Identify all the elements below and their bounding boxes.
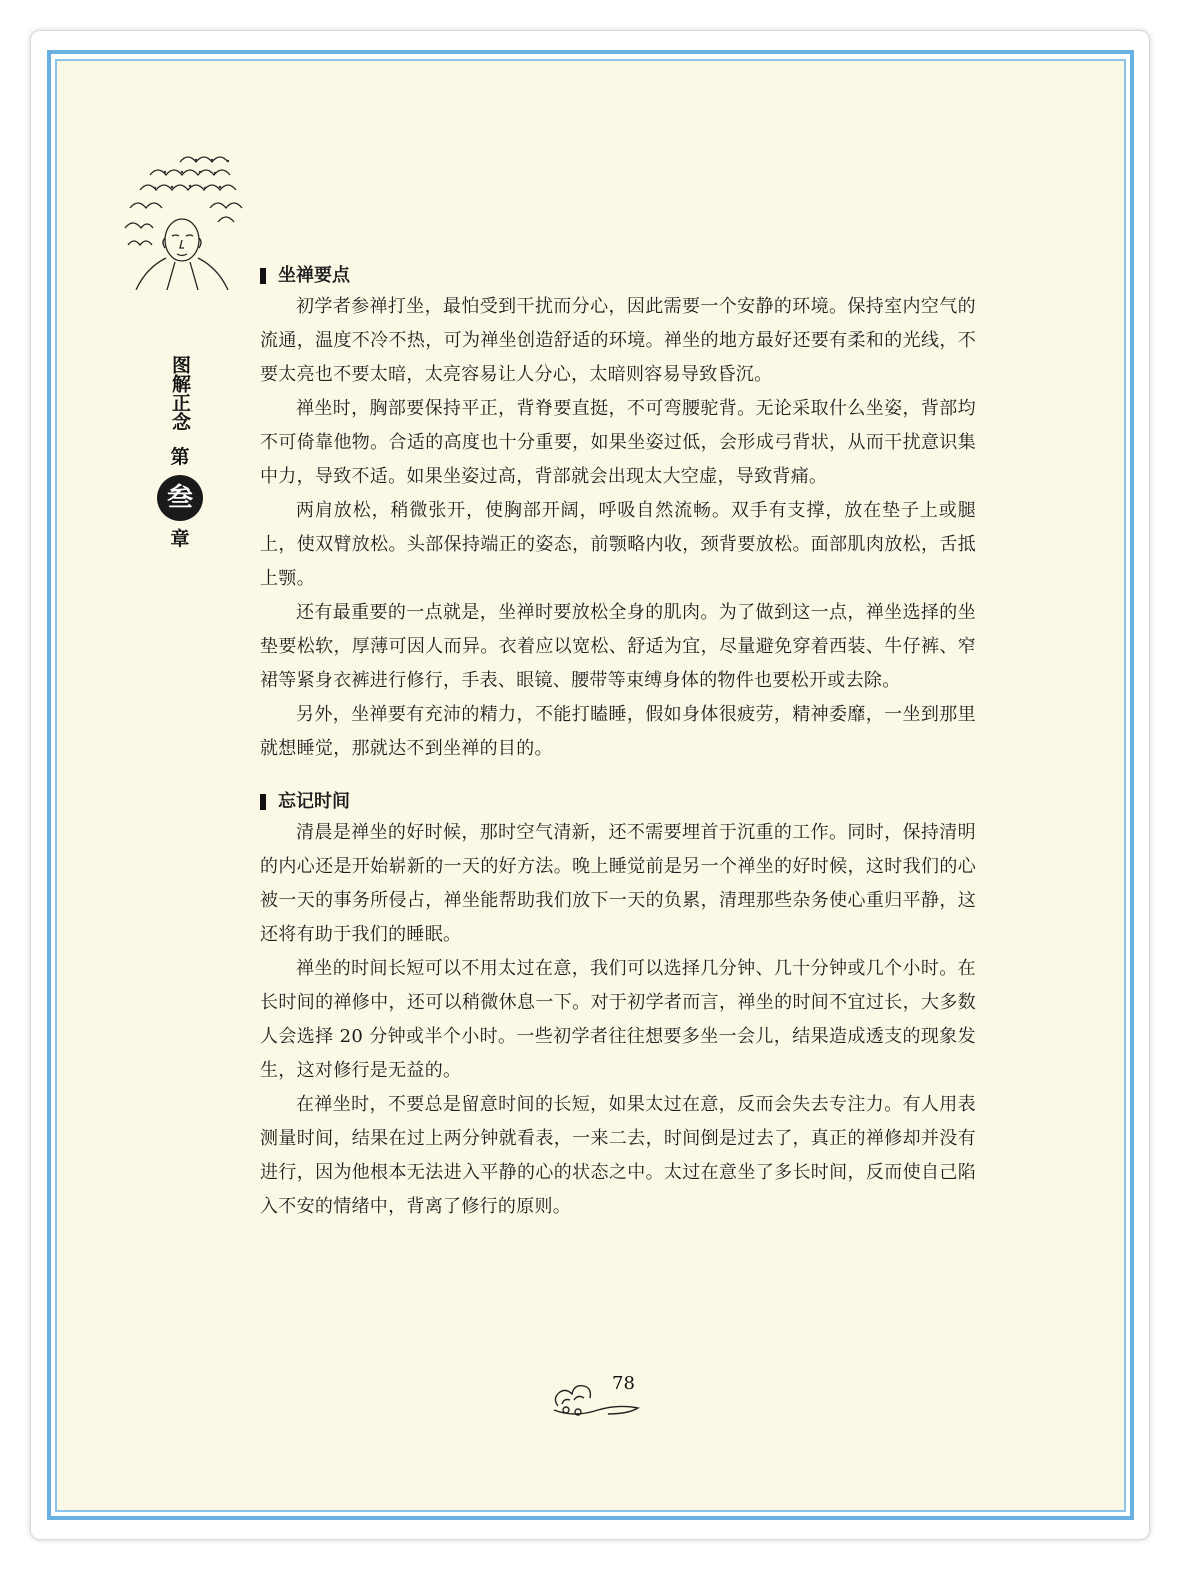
side-chapter-title: [165, 355, 195, 551]
paragraph: 另外，坐禅要有充沛的精力，不能打瞌睡，假如身体很疲劳，精神委靡，一坐到那里就想睡觉，那就达不到坐禅的目的。: [260, 704, 976, 759]
monk-portrait-illustration: [120, 150, 245, 290]
paragraph: 在禅坐时，不要总是留意时间的长短，如果太过在意，反而会失去专注力。有人用表测量时间，结果在过上两分钟就看表，一来二去，时间倒是过去了，真正的禅修却并没有进行，因为他根本无法进入平静的心的状态之中。太过在意坐了多长时间，反而使自己陷入不安的情绪中，背离了修行的原则。: [260, 1094, 976, 1217]
section-heading-text: 忘记时间: [278, 791, 350, 812]
heading-bar-icon: [260, 794, 266, 810]
page-number: 78: [612, 1373, 635, 1394]
paragraph: 两肩放松，稍微张开，使胸部开阔，呼吸自然流畅。双手有支撑，放在垫子上或腿上，使双臂放松。头部保持端正的姿态，前颚略内收，颈背要放松。面部肌肉放松，舌抵上颚。: [260, 500, 976, 589]
paragraph: 清晨是禅坐的好时候，那时空气清新，还不需要埋首于沉重的工作。同时，保持清明的内心还是开始崭新的一天的好方法。晚上睡觉前是另一个禅坐的好时候，这时我们的心被一天的事务所侵占，禅坐能帮助我们放下一天的负累，清理那些杂务使心重归平静，这还将有助于我们的睡眠。: [260, 822, 976, 945]
section-heading: [260, 262, 976, 290]
paragraph: 初学者参禅打坐，最怕受到干扰而分心，因此需要一个安静的环境。保持室内空气的流通，温度不冷不热，可为禅坐创造舒适的环境。禅坐的地方最好还要有柔和的光线，不要太亮也不要太暗，太亮容易让人分心，太暗则容易导致昏沉。: [260, 296, 976, 385]
section-heading: [260, 788, 976, 816]
chapter-number-badge: 叁: [157, 475, 203, 521]
paragraph: 禅坐的时间长短可以不用太过在意，我们可以选择几分钟、几十分钟或几个小时。在长时间的禅修中，还可以稍微休息一下。对于初学者而言，禅坐的时间不宜过长，大多数人会选择 20 分钟或半个小时。一些初学者往往想要多坐一会儿，结果造成透支的现象发生，这对修行是无益的。: [260, 958, 976, 1081]
chapter-suffix: 章: [170, 528, 190, 550]
heading-bar-icon: [260, 268, 266, 284]
section-heading-text: 坐禅要点: [278, 265, 350, 286]
main-content: [260, 258, 976, 1224]
paragraph: 还有最重要的一点就是，坐禅时要放松全身的肌肉。为了做到这一点，禅坐选择的坐垫要松软，厚薄可因人而异。衣着应以宽松、舒适为宜，尽量避免穿着西装、牛仔裤、窄裙等紧身衣裤进行修行，手表、眼镜、腰带等束缚身体的物件也要松开或去除。: [260, 602, 976, 691]
book-title-vertical: 图解正念: [169, 355, 191, 431]
paragraph: 禅坐时，胸部要保持平正，背脊要直挺，不可弯腰驼背。无论采取什么坐姿，背部均不可倚靠他物。合适的高度也十分重要，如果坐姿过低，会形成弓背状，从而干扰意识集中力，导致不适。如果坐姿过高，背部就会出现太大空虚，导致背痛。: [260, 398, 976, 487]
chapter-prefix: 第: [170, 446, 190, 468]
